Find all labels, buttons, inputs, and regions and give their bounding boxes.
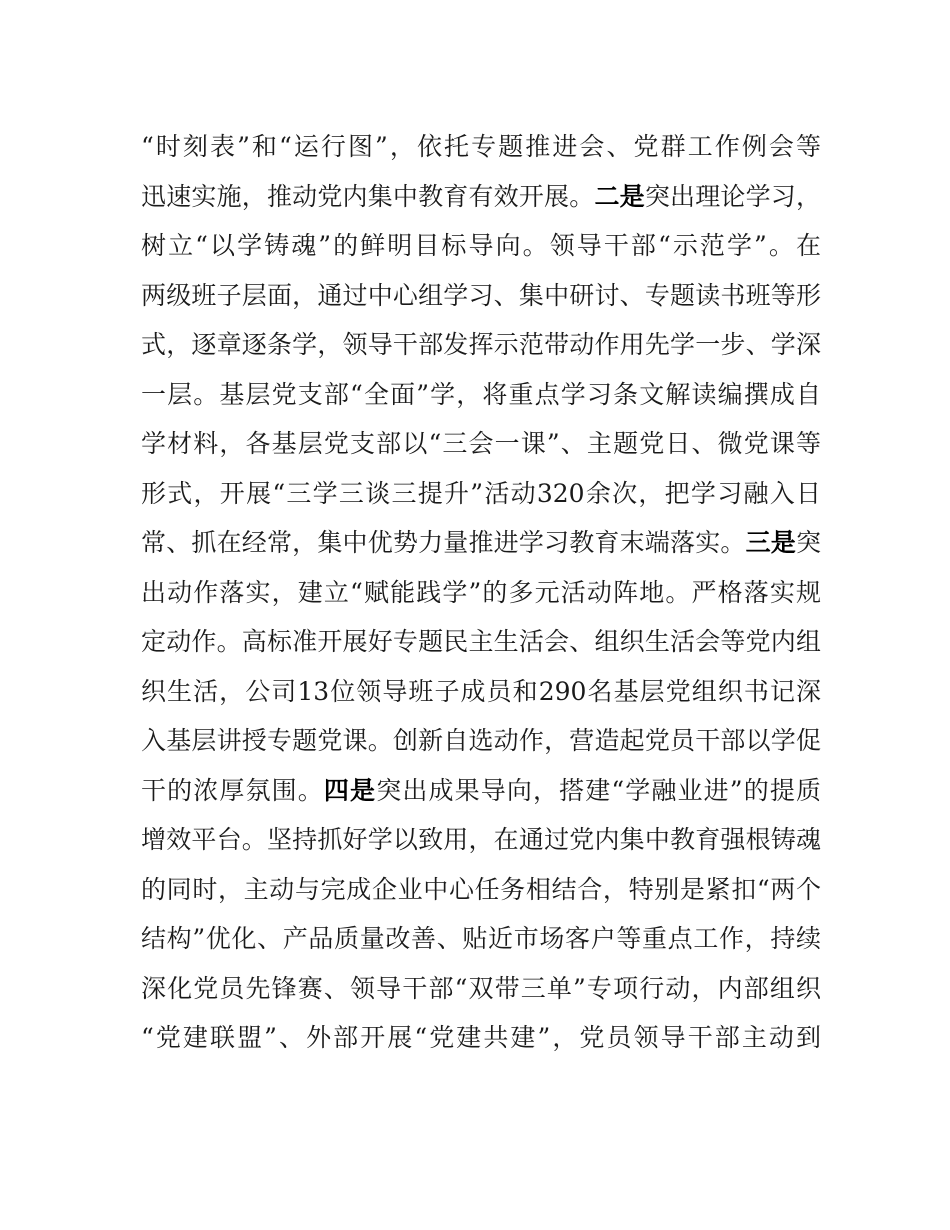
text-line — [141, 766, 821, 816]
text-segment: 出动作落实，建立“赋能践学”的多元活动阵地。严格落实规 — [141, 577, 821, 607]
text-segment: “时刻表”和“运行图”，依托专题推进会、党群工作例会等 — [141, 132, 821, 161]
text-line — [141, 469, 821, 519]
text-line — [141, 419, 821, 469]
text-segment: 突出成果导向，搭建“学融业进”的提质 — [376, 775, 821, 805]
text-line — [141, 271, 821, 321]
text-segment: 两级班子层面，通过中心组学习、集中研讨、专题读书班等形 — [141, 280, 821, 310]
text-line — [141, 518, 821, 568]
text-line — [141, 716, 821, 766]
text-segment: 式，逐章逐条学，领导干部发挥示范带动作用先学一步、学深 — [141, 330, 821, 359]
text-segment: 突出理论学习， — [644, 181, 821, 211]
text-segment: 结构”优化、产品质量改善、贴近市场客户等重点工作，持续 — [141, 924, 821, 953]
text-segment: 织生活，公司13位领导班子成员和290名基层党组织书记深 — [141, 676, 821, 706]
text-segment: 入基层讲授专题党课。创新自选动作，营造起党员干部以学促 — [141, 726, 821, 755]
text-segment: 迅速实施，推动党内集中教育有效开展。 — [141, 181, 595, 211]
text-segment: “党建联盟”、外部开展“党建共建”，党员领导干部主动到 — [141, 1023, 821, 1052]
text-segment: 定动作。高标准开展好专题民主生活会、组织生活会等党内组 — [141, 627, 821, 656]
text-segment: 形式，开展“三学三谈三提升”活动320余次，把学习融入日 — [141, 478, 821, 508]
text-segment: 学材料，各基层党支部以“三会一课”、主题党日、微党课等 — [141, 429, 821, 458]
text-segment: 深化党员先锋赛、领导干部“双带三单”专项行动，内部组织 — [141, 973, 821, 1003]
text-line — [141, 221, 821, 271]
text-segment: 突 — [795, 528, 821, 557]
text-line — [141, 1013, 821, 1063]
text-line — [141, 617, 821, 667]
text-line — [141, 122, 821, 172]
text-line — [141, 964, 821, 1014]
bold-marker: 二是 — [594, 181, 645, 211]
body-text — [141, 122, 821, 1063]
text-segment: 常、抓在经常，集中优势力量推进学习教育末端落实。 — [141, 528, 746, 557]
bold-marker: 三是 — [745, 528, 796, 557]
text-segment: 干的浓厚氛围。 — [141, 775, 324, 805]
text-line — [141, 865, 821, 915]
text-segment: 增效平台。坚持抓好学以致用，在通过党内集中教育强根铸魂 — [141, 825, 821, 854]
text-line — [141, 667, 821, 717]
text-segment: 的同时，主动与完成企业中心任务相结合，特别是紧扣“两个 — [141, 874, 821, 904]
bold-marker: 四是 — [323, 775, 377, 805]
text-segment: 一层。基层党支部“全面”学，将重点学习条文解读编撰成自 — [141, 379, 821, 409]
text-line — [141, 370, 821, 420]
text-segment: 树立“以学铸魂”的鲜明目标导向。领导干部“示范学”。在 — [141, 231, 821, 260]
text-line — [141, 914, 821, 964]
text-line — [141, 568, 821, 618]
text-line — [141, 320, 821, 370]
text-line — [141, 172, 821, 222]
text-line — [141, 815, 821, 865]
